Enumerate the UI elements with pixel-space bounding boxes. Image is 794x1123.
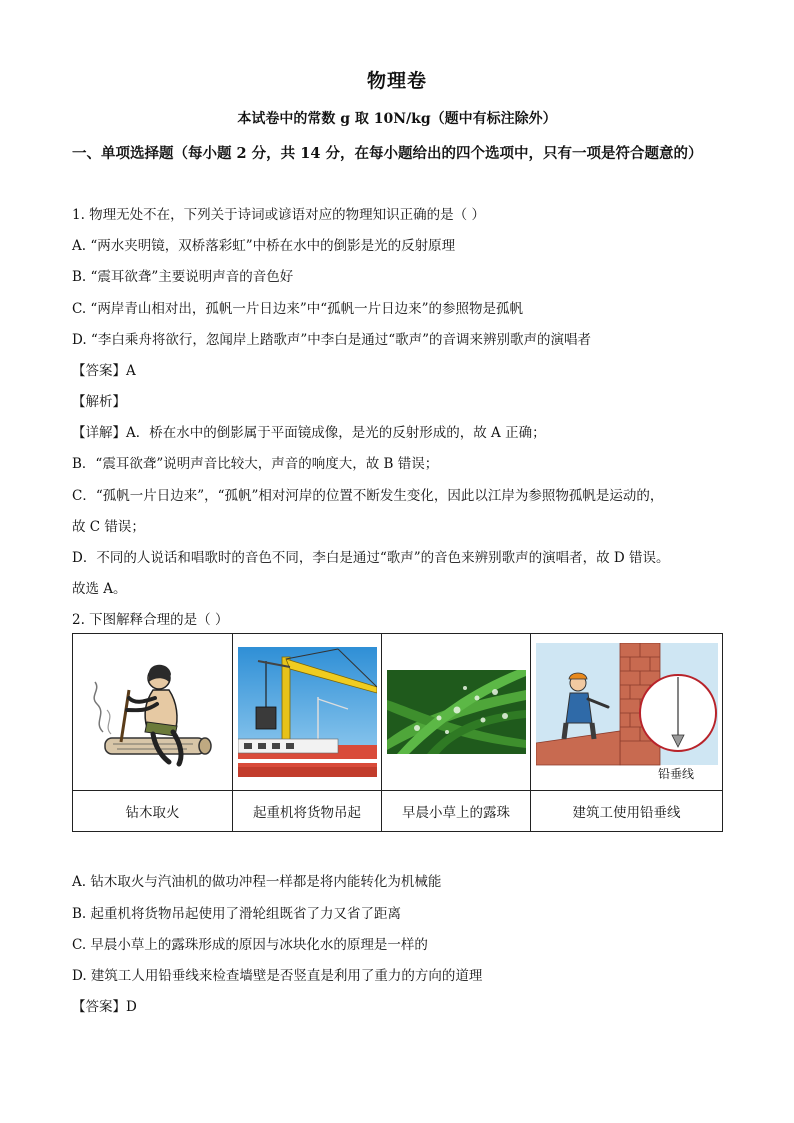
plumb-line-illustration [536, 643, 718, 783]
q1-detail-line: 故选 A。 [72, 581, 127, 597]
q2-figure-table [72, 633, 723, 832]
figure-crane [233, 634, 382, 791]
crane-photo [238, 647, 377, 777]
q2-option-b: B. 起重机将货物吊起使用了滑轮组既省了力又省了距离 [72, 906, 402, 922]
q1-option-d: D. “李白乘舟将欲行，忽闻岸上踏歌声”中李白是通过“歌声”的音调来辨别歌声的演唱者 [72, 332, 592, 348]
drill-fire-illustration [83, 652, 223, 772]
caption-drill-fire: 钻木取火 [73, 791, 233, 832]
plumb-line-label: 铅垂线 [657, 766, 694, 781]
q2-option-a: A. 钻木取火与汽油机的做功冲程一样都是将内能转化为机械能 [72, 874, 442, 890]
q1-detail-line: 故 C 错误； [72, 519, 145, 535]
q1-detail-line: C．“孤帆一片日边来”，“孤帆”相对河岸的位置不断发生变化，因此以江岸为参照物孤帆是运动的， [72, 488, 664, 504]
q2-stem: 2. 下图解释合理的是（ ） [72, 612, 229, 628]
q1-answer: 【答案】A [72, 363, 136, 379]
q1-detail-line: B．“震耳欲聋”说明声音比较大，声音的响度大，故 B 错误； [72, 456, 439, 472]
figure-plumb-line [531, 634, 723, 791]
section-heading: 一、单项选择题（每小题 2 分，共 14 分，在每小题给出的四个选项中，只有一项是符合题意的） [72, 145, 703, 162]
caption-dew: 早晨小草上的露珠 [382, 791, 531, 832]
q1-option-b: B. “震耳欲聋”主要说明声音的音色好 [72, 269, 294, 285]
caption-crane: 起重机将货物吊起 [233, 791, 382, 832]
figure-dew-grass [382, 634, 531, 791]
q1-stem: 1. 物理无处不在，下列关于诗词或谚语对应的物理知识正确的是（ ） [72, 207, 485, 223]
page-subtitle: 本试卷中的常数 g 取 10N/kg（题中有标注除外） [237, 111, 557, 127]
page-title: 物理卷 [366, 70, 427, 92]
q2-answer: 【答案】D [72, 999, 137, 1015]
q1-option-a: A. “两水夹明镜，双桥落彩虹”中桥在水中的倒影是光的反射原理 [72, 238, 456, 254]
q1-option-c: C. “两岸青山相对出，孤帆一片日边来”中“孤帆一片日边来”的参照物是孤帆 [72, 301, 524, 317]
q2-option-c: C. 早晨小草上的露珠形成的原因与冰块化水的原理是一样的 [72, 937, 428, 953]
dew-grass-photo [387, 670, 526, 754]
q1-detail-line: D．不同的人说话和唱歌时的音色不同，李白是通过“歌声”的音色来辨别歌声的演唱者，故 D 错误。 [72, 550, 670, 566]
q2-option-d: D. 建筑工人用铅垂线来检查墙壁是否竖直是利用了重力的方向的道理 [72, 968, 483, 984]
figure-drill-fire [73, 634, 233, 791]
q1-analysis-label: 【解析】 [72, 394, 126, 410]
q1-detail-line: 【详解】A．桥在水中的倒影属于平面镜成像，是光的反射形成的，故 A 正确； [72, 425, 546, 441]
caption-plumb-line: 建筑工使用铅垂线 [531, 791, 723, 832]
